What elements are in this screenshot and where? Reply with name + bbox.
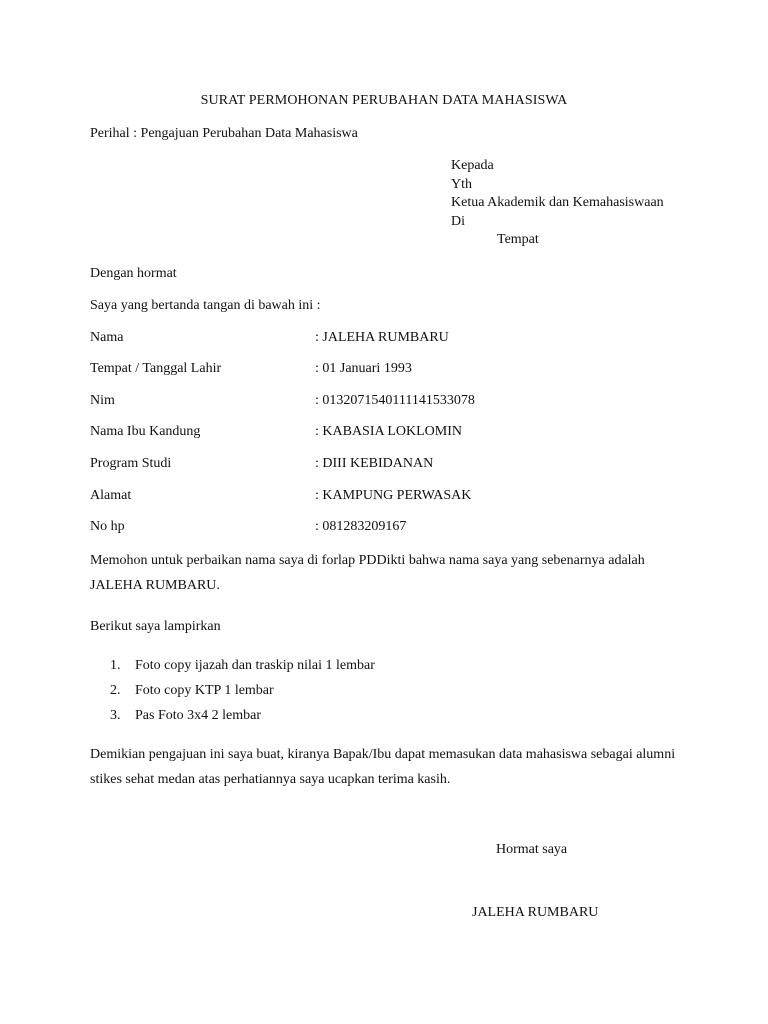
letter-title: SURAT PERMOHONAN PERUBAHAN DATA MAHASISWA [200,93,568,108]
field-label-nama: Nama [90,330,124,345]
field-value-nohp: : 081283209167 [315,519,407,534]
field-value-nim: : 0132071540111141533078 [315,393,475,408]
recipient-line-di: Di [451,213,465,229]
field-value-nama: : JALEHA RUMBARU [315,330,449,345]
list-item-text: Foto copy KTP 1 lembar [135,683,274,698]
field-label-alamat: Alamat [90,488,132,503]
field-label-ttl: Tempat / Tanggal Lahir [90,361,222,376]
field-label-nim: Nim [90,393,115,408]
field-value-prodi: : DIII KEBIDANAN [315,456,434,471]
recipient-line-yth: Yth [451,176,472,192]
list-item-text: Foto copy ijazah dan traskip nilai 1 lembar [135,658,375,673]
field-value-ibu: : KABASIA LOKLOMIN [315,424,462,439]
regards: Hormat saya [496,842,568,857]
request-line-1: Memohon untuk perbaikan nama saya di forlap PDDikti bahwa nama saya yang sebenarnya adalah [90,553,645,568]
list-item-number: 2. [110,683,121,698]
recipient-line-title: Ketua Akademik dan Kemahasiswaan [451,195,664,210]
field-value-ttl: : 01 Januari 1993 [315,361,412,376]
signer-name: JALEHA RUMBARU [472,905,599,920]
recipient-line-tempat: Tempat [497,232,539,247]
field-label-nohp: No hp [90,519,125,534]
recipient-line-kepada: Kepada [451,158,494,173]
request-line-2: JALEHA RUMBARU. [90,578,220,593]
field-label-ibu: Nama Ibu Kandung [90,424,201,439]
list-item-number: 1. [110,658,121,673]
closing-line-1: Demikian pengajuan ini saya buat, kiranya Bapak/Ibu dapat memasukan data mahasiswa sebagai alumni [90,747,676,762]
intro-line: Saya yang bertanda tangan di bawah ini : [90,298,321,313]
perihal-line: Perihal : Pengajuan Perubahan Data Mahasiswa [90,126,358,141]
recipient-block [451,157,664,250]
list-item-number: 3. [110,708,121,723]
greeting: Dengan hormat [90,266,177,281]
closing-line-2: stikes sehat medan atas perhatiannya saya ucapkan terima kasih. [90,772,451,787]
field-label-prodi: Program Studi [90,456,172,471]
field-value-alamat: : KAMPUNG PERWASAK [315,488,472,503]
list-item-text: Pas Foto 3x4 2 lembar [135,708,261,723]
attachments-intro: Berikut saya lampirkan [90,619,221,634]
